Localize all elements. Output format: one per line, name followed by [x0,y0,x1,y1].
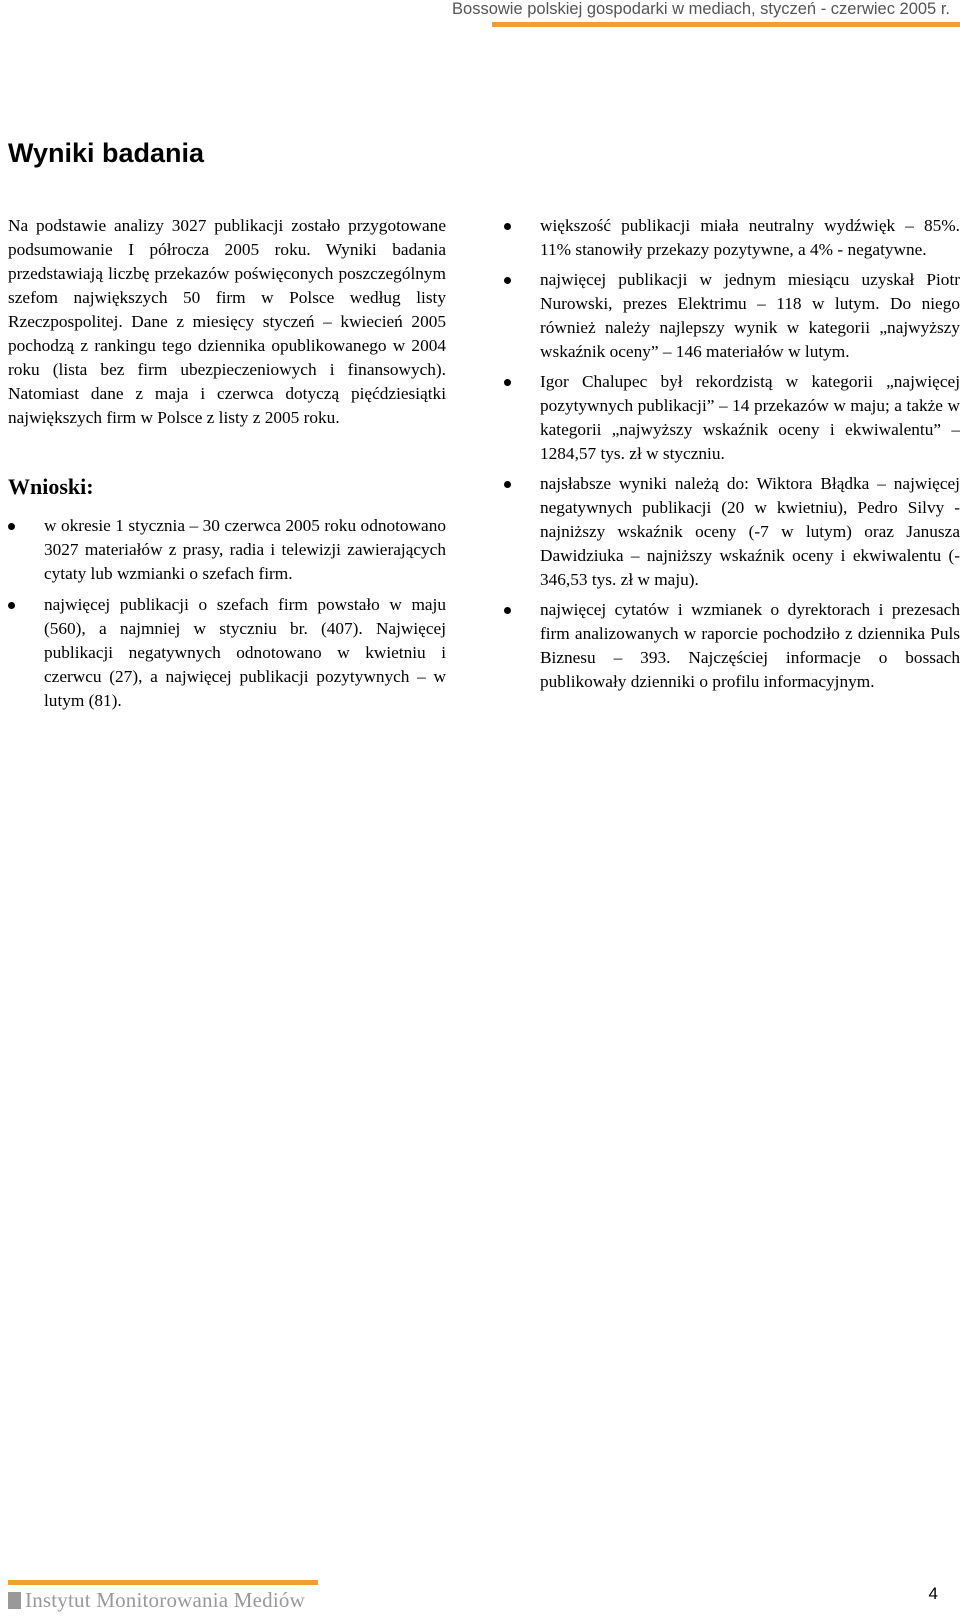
bullet-icon [8,602,15,609]
list-item-text: Igor Chalupec był rekordzistą w kategorii „najwięcej pozytywnych publikacji” – 14 przekazów w maju; a także w kategorii „najwyższy wskaźnik oceny i ekwiwalentu” – 1284,57 tys. zł w styczniu. [540,372,960,463]
list-item-text: w okresie 1 stycznia – 30 czerwca 2005 roku odnotowano 3027 materiałów z prasy, radia i telewizji zawierających cytaty lub wzmianki o szefach firm. [44,516,446,583]
right-column [504,214,960,700]
list-item-text: najsłabsze wyniki należą do: Wiktora Błądka – najwięcej negatywnych publikacji (20 w kwietniu), Pedro Silvy - najniższy wskaźnik oceny (-7 w lutym) oraz Janusza Dawidziuka – najniższy wskaźnik oceny i ekwiwalentu (- 346,53 tys. zł w maju). [540,474,960,589]
list-item [8,514,446,586]
list-item [504,268,960,364]
conclusions-title: Wnioski: [8,474,94,499]
bullet-icon [504,481,511,488]
intro-paragraph: Na podstawie analizy 3027 publikacji zostało przygotowane podsumowanie I półrocza 2005 roku. Wyniki badania przedstawiają liczbę przekazów poświęconych poszczególnym szefom największych 50 firm w Polsce według listy Rzeczpospolitej. Dane z miesięcy styczeń – kwiecień 2005 pochodzą z rankingu tego dziennika opublikowanego w 2004 roku (lista bez firm ubezpieczeniowych i finansowych). Natomiast dane z maja i czerwca dotyczą pięćdziesiątki największych firm w Polsce z listy z 2005 roku. [8,216,446,427]
list-item-text: najwięcej publikacji o szefach firm powstało w maju (560), a najmniej w styczniu br. (407). Najwięcej publikacji negatywnych odnotowano w kwietniu i czerwcu (27), a najwięcej publikacji pozytywnych – w lutym (81). [44,595,446,710]
footer-logo [8,1588,305,1613]
header-rule [492,22,960,27]
list-item [504,370,960,466]
list-item-text: najwięcej publikacji w jednym miesiącu uzyskał Piotr Nurowski, prezes Elektrimu – 118 w lutym. Do niego również należy najlepszy wynik w kategorii „najwyższy wskaźnik oceny” – 146 materiałów w lutym. [540,270,960,361]
logo-text: Instytut Monitorowania Mediów [25,1588,305,1612]
bullet-icon [504,223,511,230]
footer-rule [8,1580,318,1585]
page-number: 4 [928,1584,938,1603]
bullet-icon [504,277,511,284]
left-bullet-list [8,514,446,713]
bullet-icon [8,523,15,530]
running-header: Bossowie polskiej gospodarki w mediach, styczeń - czerwiec 2005 r. [452,0,950,18]
logo-square-icon [8,1592,21,1609]
list-item [8,593,446,713]
bullet-icon [504,379,511,386]
list-item-text: najwięcej cytatów i wzmianek o dyrektorach i prezesach firm analizowanych w raporcie pochodziło z dziennika Puls Biznesu – 393. Najczęściej informacje o bossach publikowały dzienniki o profilu informacyjnym. [540,600,960,691]
list-item [504,472,960,592]
section-title: Wyniki badania [8,138,205,168]
list-item [504,598,960,694]
list-item [504,214,960,262]
list-item-text: większość publikacji miała neutralny wydźwięk – 85%. 11% stanowiły przekazy pozytywne, a 4% - negatywne. [540,216,960,259]
bullet-icon [504,607,511,614]
right-bullet-list [504,214,960,694]
left-column [8,214,446,720]
